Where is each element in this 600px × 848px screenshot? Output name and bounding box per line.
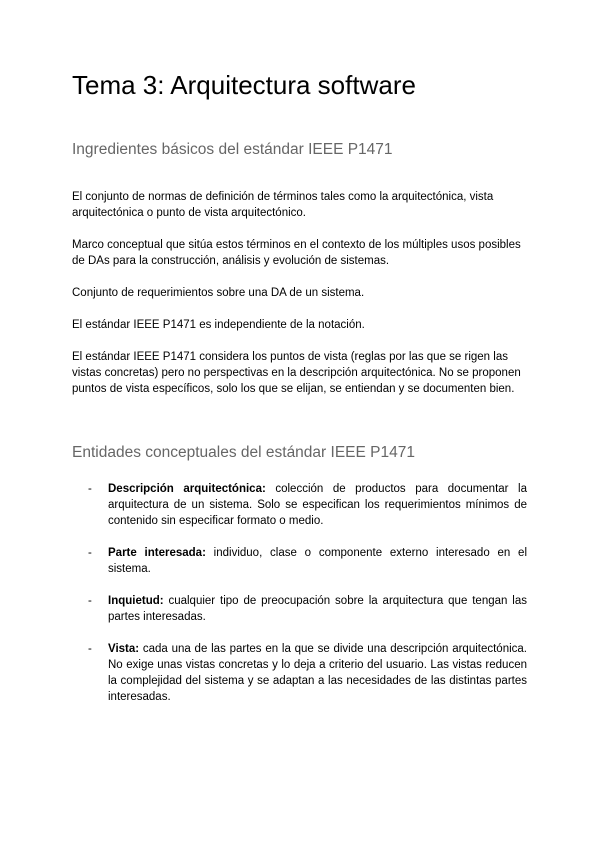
list-item-text	[108, 545, 527, 577]
list-item-term: Descripción arquitectónica:	[108, 483, 266, 495]
paragraph: El conjunto de normas de definición de términos tales como la arquitectónica, vista arquitectónica o punto de vista arquitectónico.	[72, 191, 494, 219]
list-item-text	[108, 641, 527, 705]
paragraph: El estándar IEEE P1471 considera los puntos de vista (reglas por las que se rigen las vistas concretas) pero no perspectivas en la descripción arquitectónica. No se proponen puntos de vista específicos, solo los que se elijan, se entiendan y se documenten bien.	[72, 351, 521, 395]
list-item-term: Vista:	[108, 643, 140, 655]
section-heading-entidades: Entidades conceptuales del estándar IEEE P1471	[72, 444, 415, 461]
paragraph: El estándar IEEE P1471 es independiente de la notación.	[72, 319, 365, 331]
list-item-description: colección de productos para documentar la arquitectura de un sistema. Solo se especifican los requerimientos mínimos de contenido sin especificar formato o medio.	[108, 483, 527, 527]
bullet-marker: -	[88, 595, 92, 607]
bullet-marker: -	[88, 547, 92, 559]
list-item-description: individuo, clase o componente externo interesado en el sistema.	[108, 547, 527, 575]
paragraph: Marco conceptual que sitúa estos términos en el contexto de los múltiples usos posibles de DAs para la construcción, análisis y evolución de sistemas.	[72, 239, 521, 267]
list-item-term: Parte interesada:	[108, 547, 206, 559]
paragraph: Conjunto de requerimientos sobre una DA de un sistema.	[72, 287, 365, 299]
page-title: Tema 3: Arquitectura software	[72, 70, 416, 100]
list-item-description: cualquier tipo de preocupación sobre la arquitectura que tengan las partes interesadas.	[108, 595, 527, 623]
section-heading-ingredientes: Ingredientes básicos del estándar IEEE P1471	[72, 141, 393, 158]
bullet-marker: -	[88, 483, 92, 495]
list-item-description: cada una de las partes en la que se divide una descripción arquitectónica. No exige unas vistas concretas y lo deja a criterio del usuario. Las vistas reducen la complejidad del sistema y se adaptan a las necesidades de las distintas partes interesadas.	[108, 643, 527, 703]
bullet-marker: -	[88, 643, 92, 655]
list-item-text	[108, 593, 527, 625]
list-item-text	[108, 481, 527, 529]
list-item-term: Inquietud:	[108, 595, 164, 607]
